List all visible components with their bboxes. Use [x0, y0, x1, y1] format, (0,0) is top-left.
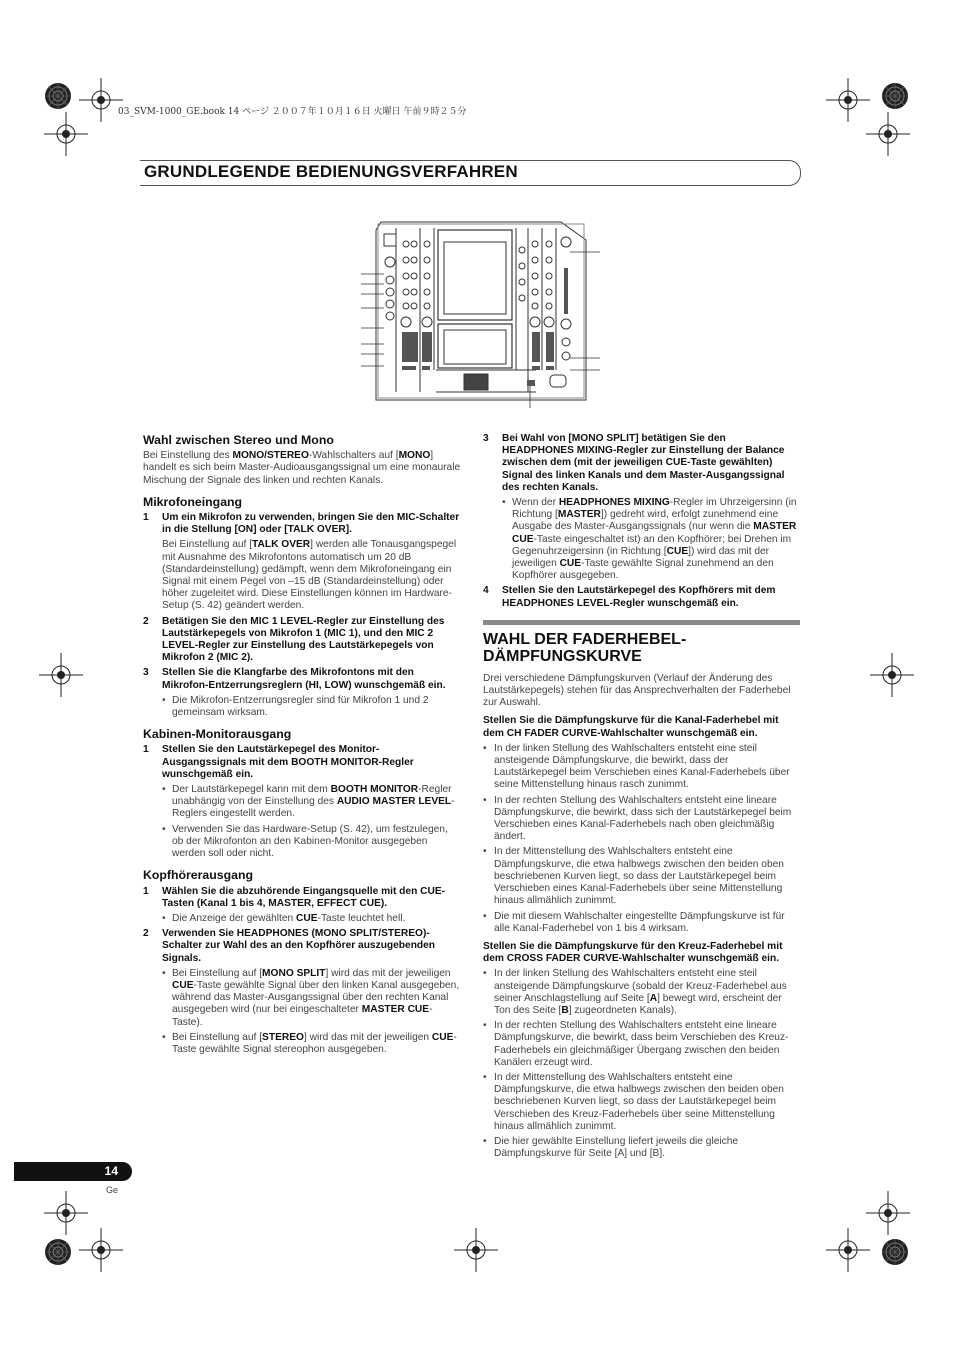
- hp-step-3-bullet: • Wenn der HEADPHONES MIXING-Regler im Uhrzeigersinn (in Richtung [MASTER]) gedreht wird, erfolgt zunehmend eine Ausgabe des Master-Ausgangssignals (nur wenn die MASTER CUE-Taste eingeschaltet ist) an den Kopfhörer; bei Drehen im Gegenuhrzeigersinn (in Richtung [CUE]) wird das mit der jeweiligen CUE-Taste gewählte Signal zunehmend an den Kopfhörer ausgegeben.: [483, 497, 800, 582]
- right-column: [483, 433, 800, 1163]
- ch-fader-bullet-4: • Die mit diesem Wahlschalter eingestellte Dämpfungskurve ist für alle Kanal-Faderhebel von 1 bis 4 wirksam.: [483, 911, 800, 935]
- section-heading-headphones: Kopfhörerausgang: [143, 868, 253, 883]
- booth-bullet-1: • Der Lautstärkepegel kann mit dem BOOTH MONITOR-Regler unabhängig von der Einstellung des AUDIO MASTER LEVEL-Reglers eingestellt werden.: [143, 784, 461, 821]
- ch-fader-bullet-2: • In der rechten Stellung des Wahlschalters entsteht eine lineare Dämpfungskurve, die bewirkt, dass sich der Lautstärkepegel beim Verschieben eines Kanal-Faderhebels nach oben gleichmäßig ändert.: [483, 795, 800, 844]
- cross-fader-bullet-1: • In der linken Stellung des Wahlschalters entsteht eine steil ansteigende Dämpfungskurve (sobald der Kreuz-Faderhebel aus seiner Anschlagstellung auf Seite [A] bewegt wird, erscheint der Ton des Seite [B] zugeordneten Kanals).: [483, 968, 800, 1017]
- mixer-illustration: [356, 220, 606, 410]
- section-heading-stereo-mono: Wahl zwischen Stereo und Mono: [143, 433, 334, 447]
- hp-step-3: 3 Bei Wahl von [MONO SPLIT] betätigen Sie den HEADPHONES MIXING-Regler zur Einstellung der Balance zwischen dem (mit der jeweiligen CUE-Taste gewählten) Signal des linken Kanals und dem Master-Ausgangssignal des rechten Kanals.: [483, 433, 785, 493]
- cross-fader-bullet-4: • Die hier gewählte Einstellung liefert jeweils die gleiche Dämpfungskurve für Seite [A] und [B].: [483, 1136, 800, 1160]
- hp-step-1: 1 Wählen Sie die abzuhörende Eingangsquelle mit den CUE-Tasten (Kanal 1 bis 4, MASTER, EFFECT CUE).: [143, 885, 446, 909]
- booth-step-1: 1 Stellen Sie den Lautstärkepegel des Monitor-Ausgangssignals mit dem BOOTH MONITOR-Regler wunschgemäß ein.: [143, 744, 414, 780]
- hp-step-2-bullet-2: • Bei Einstellung auf [STEREO] wird das mit der jeweiligen CUE-Taste gewählte Signal stereophon ausgegeben.: [143, 1032, 461, 1056]
- mic-step-3-bullet: • Die Mikrofon-Entzerrungsregler sind für Mikrofon 1 und 2 gemeinsam wirksam.: [143, 695, 461, 719]
- cross-fader-heading: Stellen Sie die Dämpfungskurve für den Kreuz-Faderhebel mit dem CROSS FADER CURVE-Wahlschalter wunschgemäß ein.: [483, 940, 783, 965]
- hp-step-2-bullet-1: • Bei Einstellung auf [MONO SPLIT] wird das mit der jeweiligen CUE-Taste gewählte Signal über den linken Kanal ausgegeben, während das Master-Ausgangssignal über den rechten Kanal ausgegeben wird (nur bei eingeschalteter MASTER CUE-Taste).: [143, 968, 461, 1029]
- section-title-fader-curve: WAHL DER FADERHEBEL-DÄMPFUNGSKURVE: [483, 630, 687, 665]
- left-column: [143, 425, 461, 1059]
- page-title: GRUNDLEGENDE BEDIENUNGSVERFAHREN: [144, 162, 518, 181]
- ch-fader-heading: Stellen Sie die Dämpfungskurve für die Kanal-Faderhebel mit dem CH FADER CURVE-Wahlschalter wunschgemäß ein.: [483, 715, 779, 739]
- language-code: Ge: [106, 1185, 119, 1195]
- mic-step-2: 2 Betätigen Sie den MIC 1 LEVEL-Regler zur Einstellung des Lautstärkepegels von Mikrofon 1 (MIC 1), und den MIC 2 LEVEL-Regler zur Einstellung des Lautstärkepegels von Mikrofon 2 (MIC 2).: [143, 615, 445, 664]
- cross-fader-bullet-3: • In der Mittenstellung des Wahlschalters entsteht eine Dämpfungskurve, die etwa halbwegs zwischen den beiden oben beschriebenen Kurven liegt, so dass der Lautstärkepegel beim Verschieben des Kreuz-Faderhebels über seine Mittenstellung hinaus allmählich zunimmt.: [483, 1072, 800, 1133]
- page-number-badge: [14, 1162, 132, 1181]
- cross-fader-bullet-2: • In der rechten Stellung des Wahlschalters entsteht eine lineare Dämpfungskurve, die bewirkt, dass beim Verschieben des Kreuz-Faderhebels ein gleichmäßiger Übergang zwischen den beiden Kanälen erzeugt wird.: [483, 1020, 800, 1069]
- mic-step-3: 3 Stellen Sie die Klangfarbe des Mikrofontons mit den Mikrofon-Entzerrungsreglern (HI, LOW) wunschgemäß ein.: [143, 667, 446, 691]
- section-heading-booth-monitor: Kabinen-Monitorausgang: [143, 727, 292, 742]
- page-title-bar: [140, 160, 801, 186]
- ch-fader-bullet-1: • In der linken Stellung des Wahlschalters entsteht eine steil ansteigende Dämpfungskurve, die bewirkt, dass der Lautstärkepegel beim Verschieben eines Kanal-Faderhebels über seine Mittenstellung hinaus rasch zunimmt.: [483, 743, 800, 792]
- hp-step-1-bullet: • Die Anzeige der gewählten CUE-Taste leuchtet hell.: [143, 913, 461, 925]
- page-number: 14: [104, 1164, 118, 1178]
- hp-step-2: 2 Verwenden Sie HEADPHONES (MONO SPLIT/STEREO)-Schalter zur Wahl des an den Kopfhörer auszugebenden Signals.: [143, 928, 436, 964]
- mic-step-1: 1 Um ein Mikrofon zu verwenden, bringen Sie den MIC-Schalter in die Stellung [ON] oder [TALK OVER].: [143, 512, 460, 536]
- mic-step-1-text: Bei Einstellung auf [TALK OVER] werden alle Tonausgangspegel mit Ausnahme des Mikrofontons automatisch um 20 dB (Standardeinstellung) gedämpft, wenn dem Mikrofoneingang ein Signal mit einem Pegel von –15 dB (Standardeinstellung) oder höher zugeleitet wird. Diese Einstellungen können im Hardware-Setup (S. 42) geändert werden.: [162, 539, 457, 612]
- section-divider-bar: [483, 620, 800, 625]
- print-header-line: 03_SVM-1000_GE.book 14 ページ ２００７年１０月１６日 火曜日 午前９時２５分: [118, 107, 467, 117]
- hp-step-4: 4 Stellen Sie den Lautstärkepegel des Kopfhörers mit dem HEADPHONES LEVEL-Regler wunschgemäß ein.: [483, 585, 776, 609]
- fader-curve-intro: Drei verschiedene Dämpfungskurven (Verlauf der Änderung des Lautstärkepegels) stehen für das Ansprechverhalten der Faderhebel zur Auswahl.: [483, 672, 791, 709]
- ch-fader-bullet-3: • In der Mittenstellung des Wahlschalters entsteht eine Dämpfungskurve, die etwa halbwegs zwischen den beiden oben beschriebenen Kurven liegt, so dass der Lautstärkepegel beim Verschieben eines Kanal-Faderhebels über seine Mittenstellung hinaus allmählich zunimmt.: [483, 846, 800, 907]
- stereo-mono-text: Bei Einstellung des MONO/STEREO-Wahlschalters auf [MONO] handelt es sich beim Master-Audioausgangssignal um eine monaurale Mischung der Signale des linken und rechten Kanals.: [143, 450, 461, 486]
- booth-bullet-2: • Verwenden Sie das Hardware-Setup (S. 42), um festzulegen, ob der Mikrofonton an den Kabinen-Monitor ausgegeben werden soll oder nicht.: [143, 824, 461, 861]
- section-heading-microphone: Mikrofoneingang: [143, 494, 243, 509]
